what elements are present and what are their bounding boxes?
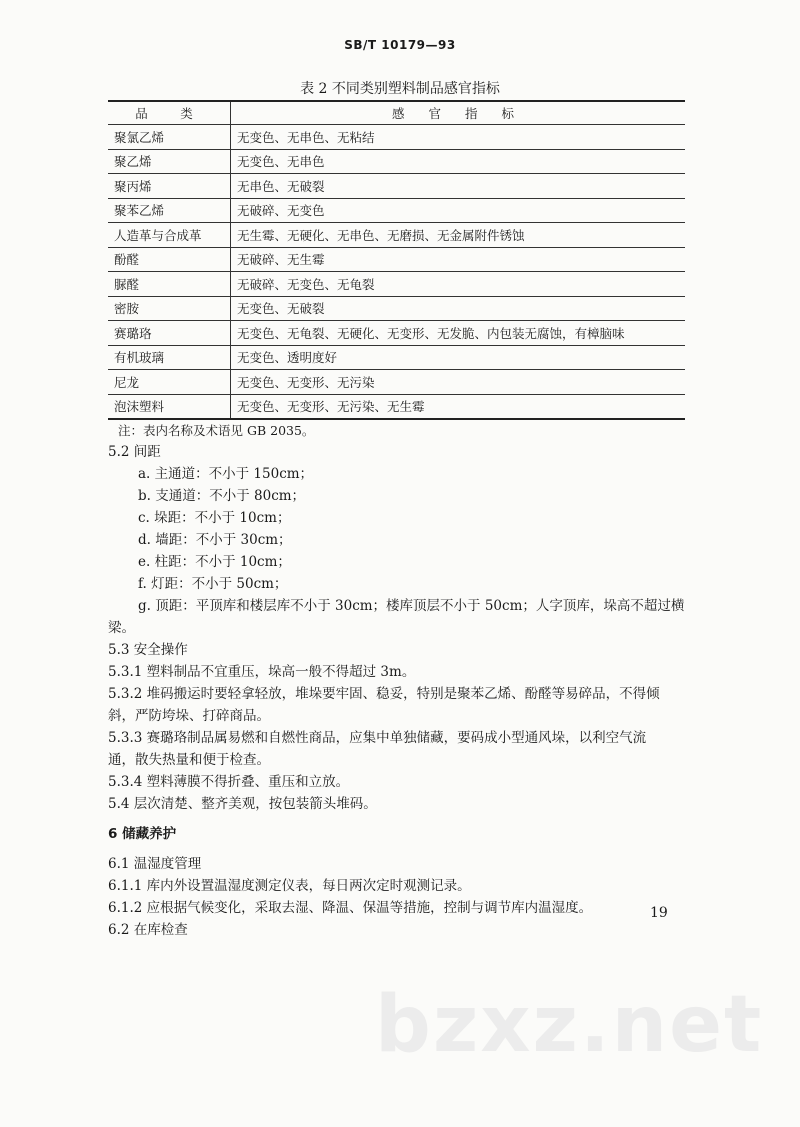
row-category: 密胺 (108, 296, 231, 321)
row-category: 聚氯乙烯 (108, 125, 231, 150)
page-header: SB/T 10179—93 (344, 38, 456, 52)
row-spec: 无破碎、无生霉 (231, 247, 686, 272)
list-item: d. 墙距：不小于 30cm； (138, 532, 292, 548)
row-spec: 无变色、无串色 (231, 149, 686, 174)
section-heading: 6.2 在库检查 (108, 922, 188, 938)
list-item: g. 顶距：平顶库和楼层库不小于 30cm；楼库顶层不小于 50cm；人字顶库，垛高不超过横 (138, 598, 685, 614)
row-category: 有机玻璃 (108, 345, 231, 370)
section-heading: 6.1 温湿度管理 (108, 856, 202, 872)
row-category: 酚醛 (108, 247, 231, 272)
paragraph: 5.3.1 塑料制品不宜重压，垛高一般不得超过 3m。 (108, 664, 416, 680)
row-spec: 无变色、透明度好 (231, 345, 686, 370)
row-category: 聚苯乙烯 (108, 198, 231, 223)
row-spec: 无变色、无龟裂、无硬化、无变形、无发脆、内包装无腐蚀，有樟脑味 (231, 321, 686, 346)
paragraph: 6.1.2 应根据气候变化，采取去湿、降温、保温等措施，控制与调节库内温湿度。 (108, 900, 593, 916)
row-category: 聚丙烯 (108, 174, 231, 199)
paragraph: 5.4 层次清楚、整齐美观，按包装箭头堆码。 (108, 796, 377, 812)
list-item: c. 垛距：不小于 10cm； (138, 510, 291, 526)
row-category: 赛璐珞 (108, 321, 231, 346)
row-spec: 无变色、无串色、无粘结 (231, 125, 686, 150)
row-spec: 无串色、无破裂 (231, 174, 686, 199)
list-item: e. 柱距：不小于 10cm； (138, 554, 291, 570)
row-category: 人造革与合成革 (108, 223, 231, 248)
row-spec: 无变色、无破裂 (231, 296, 686, 321)
paragraph-continued: 斜，严防垮垛、打碎商品。 (108, 708, 270, 724)
row-spec: 无破碎、无变色、无龟裂 (231, 272, 686, 297)
row-category: 聚乙烯 (108, 149, 231, 174)
paragraph-continued: 通，散失热量和便于检查。 (108, 752, 270, 768)
list-item-continued: 梁。 (108, 620, 135, 636)
section-heading: 5.3 安全操作 (108, 642, 188, 658)
row-spec: 无破碎、无变色 (231, 198, 686, 223)
page-number: 19 (650, 905, 668, 921)
col-header-category: 品 类 (108, 101, 231, 125)
row-spec: 无变色、无变形、无污染、无生霉 (231, 394, 686, 419)
row-category: 泡沫塑料 (108, 394, 231, 419)
col-header-spec: 感 官 指 标 (231, 101, 686, 125)
paragraph: 5.3.4 塑料薄膜不得折叠、重压和立放。 (108, 774, 350, 790)
table-title: 表 2 不同类别塑料制品感官指标 (300, 81, 500, 97)
paragraph: 6.1.1 库内外设置温湿度测定仪表，每日两次定时观测记录。 (108, 878, 471, 894)
row-category: 尼龙 (108, 370, 231, 395)
paragraph: 5.3.2 堆码搬运时要轻拿轻放，堆垛要牢固、稳妥，特别是聚苯乙烯、酚醛等易碎品，不得倾 (108, 686, 660, 702)
row-category: 脲醛 (108, 272, 231, 297)
chapter-heading: 6 储藏养护 (108, 826, 177, 842)
row-spec: 无生霉、无硬化、无串色、无磨损、无金属附件锈蚀 (231, 223, 686, 248)
list-item: a. 主通道：不小于 150cm； (138, 466, 314, 482)
list-item: f. 灯距：不小于 50cm； (138, 576, 288, 592)
table-note: 注：表内名称及术语见 GB 2035。 (118, 423, 315, 438)
list-item: b. 支通道：不小于 80cm； (138, 488, 306, 504)
row-spec: 无变色、无变形、无污染 (231, 370, 686, 395)
watermark: bzxz.net (375, 980, 764, 1070)
section-heading: 5.2 间距 (108, 444, 161, 460)
paragraph: 5.3.3 赛璐珞制品属易燃和自燃性商品，应集中单独储藏，要码成小型通风垛，以利空气流 (108, 730, 647, 746)
